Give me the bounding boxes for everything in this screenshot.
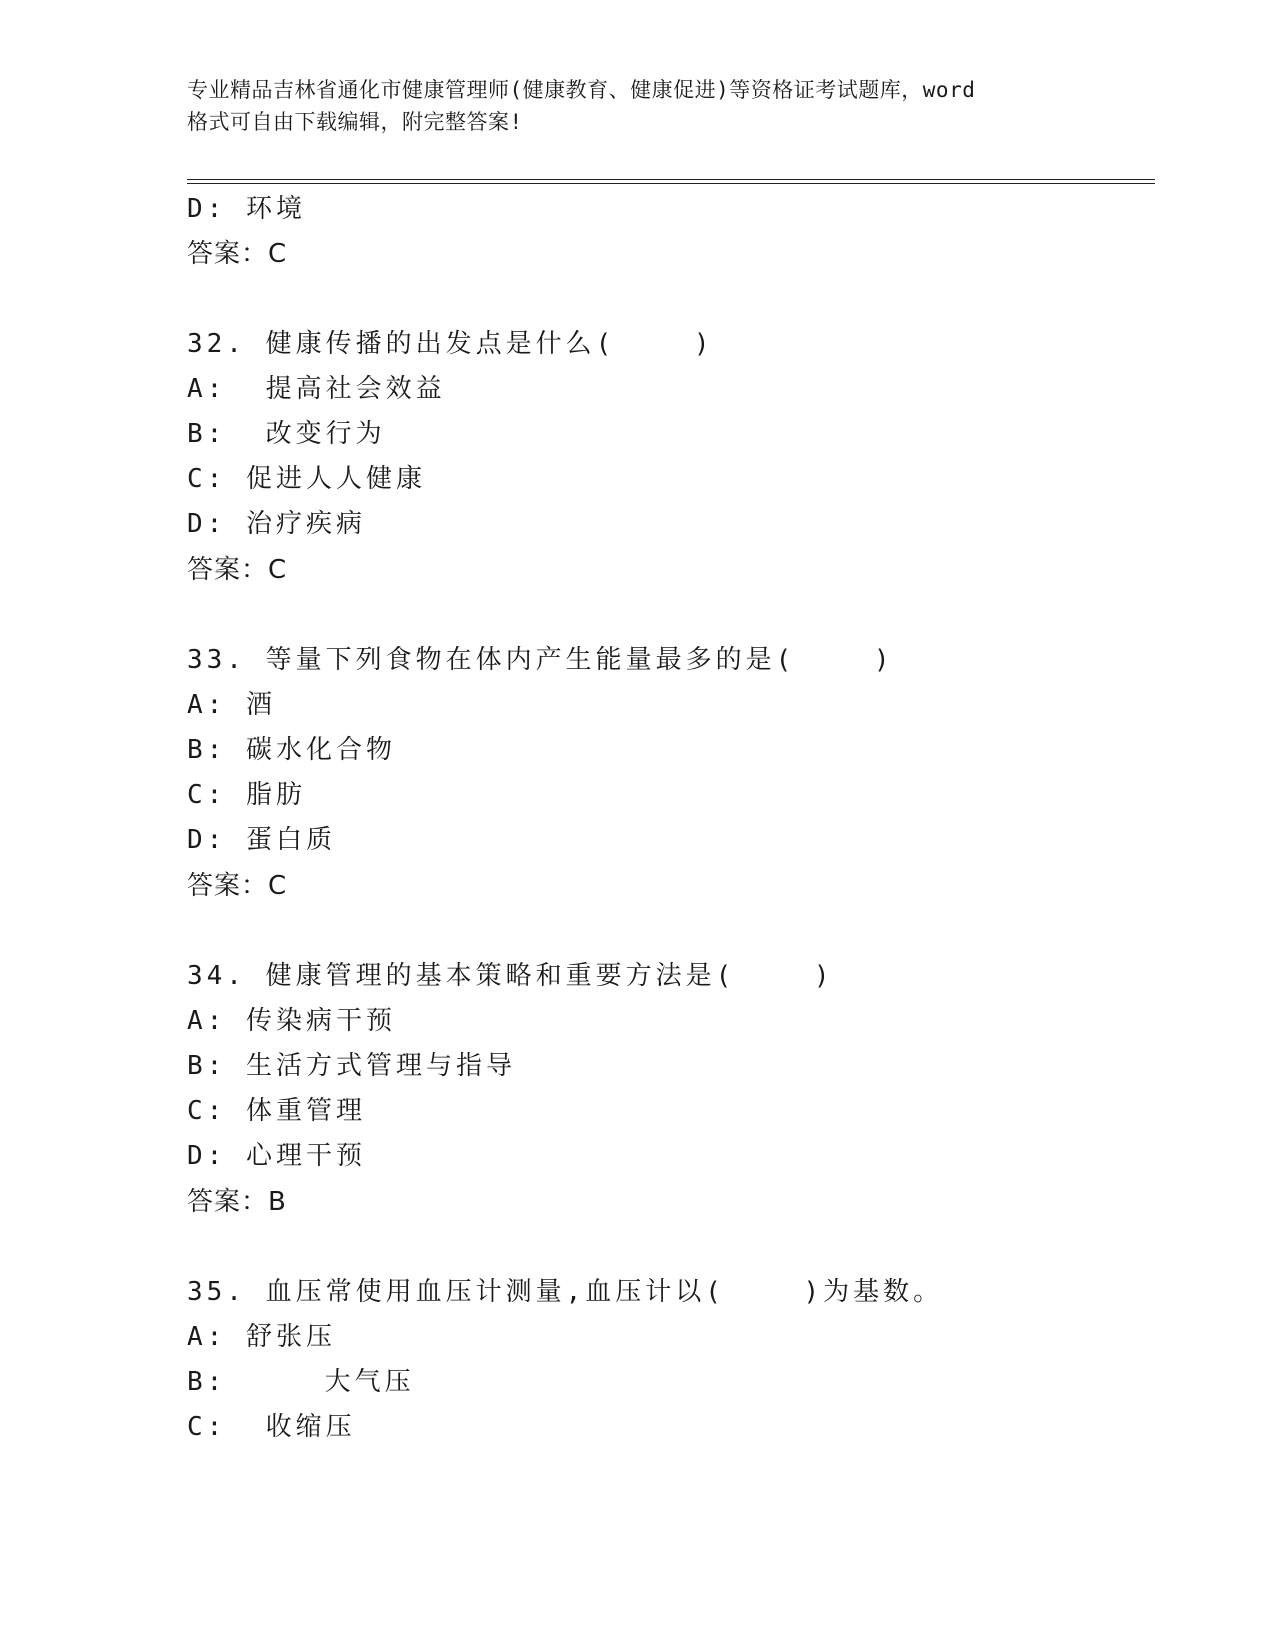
header-line-1: 专业精品吉林省通化市健康管理师(健康教育、健康促进)等资格证考试题库，word: [187, 78, 976, 102]
question-33-option-a: A: 酒: [187, 690, 276, 720]
question-35-option-c: C: 收缩压: [187, 1412, 356, 1442]
question-32-answer: 答案：C: [187, 555, 288, 585]
question-34-option-c: C: 体重管理: [187, 1096, 366, 1126]
prev-option-d: D: 环境: [187, 194, 306, 224]
question-34-option-a: A: 传染病干预: [187, 1006, 396, 1036]
prev-answer: 答案：C: [187, 239, 288, 269]
question-33-stem: 33. 等量下列食物在体内产生能量最多的是( ): [187, 645, 894, 675]
question-35-stem: 35. 血压常使用血压计测量,血压计以( )为基数。: [187, 1277, 944, 1307]
question-33-answer: 答案：C: [187, 871, 288, 901]
question-32-option-d: D: 治疗疾病: [187, 509, 366, 539]
question-34-answer: 答案：B: [187, 1187, 287, 1217]
question-35-option-b: B: 大气压: [187, 1367, 415, 1397]
header-divider-bottom: [187, 183, 1155, 184]
header-line-2: 格式可自由下载编辑，附完整答案!: [187, 110, 523, 134]
question-33-option-c: C: 脂肪: [187, 780, 306, 810]
question-32-option-a: A: 提高社会效益: [187, 374, 446, 404]
question-34-option-b: B: 生活方式管理与指导: [187, 1051, 516, 1081]
question-32-option-b: B: 改变行为: [187, 419, 386, 449]
question-34-option-d: D: 心理干预: [187, 1141, 366, 1171]
header-divider-top: [187, 179, 1155, 180]
question-32-stem: 32. 健康传播的出发点是什么( ): [187, 329, 714, 359]
question-32-option-c: C: 促进人人健康: [187, 464, 426, 494]
document-header: [187, 74, 1087, 138]
question-33-option-d: D: 蛋白质: [187, 825, 336, 855]
question-33-option-b: B: 碳水化合物: [187, 735, 396, 765]
question-34-stem: 34. 健康管理的基本策略和重要方法是( ): [187, 961, 834, 991]
question-35-option-a: A: 舒张压: [187, 1322, 336, 1352]
